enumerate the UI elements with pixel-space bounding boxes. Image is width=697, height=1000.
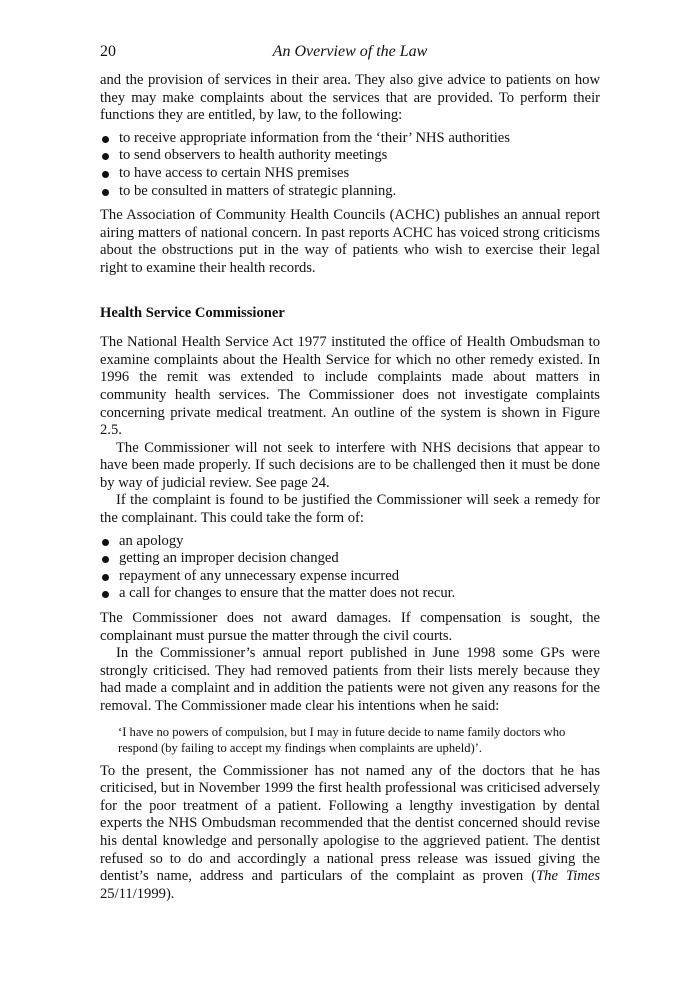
list-item: getting an improper decision changed — [100, 550, 600, 568]
source-citation: The Times — [536, 868, 600, 885]
entitlements-list — [100, 130, 600, 200]
list-item: a call for changes to ensure that the matter does not recur. — [100, 585, 600, 603]
achc-paragraph: The Association of Community Health Councils (ACHC) publishes an annual report airing matters of national concern. In past reports ACHC has voiced strong criticisms about the obstructions put in the way of patients who wish to exercise their legal right to examine their health records. — [100, 207, 600, 276]
section-paragraph-3: If the complaint is found to be justified the Commissioner will seek a remedy for the complainant. This could take the form of: — [100, 492, 600, 527]
page-number: 20 — [100, 43, 116, 60]
citation-date: 25/11/1999). — [100, 885, 175, 902]
list-item: to have access to certain NHS premises — [100, 165, 600, 183]
page-body — [100, 72, 600, 903]
list-item: to receive appropriate information from the ‘their’ NHS authorities — [100, 130, 600, 148]
list-item: an apology — [100, 533, 600, 551]
section-paragraph-1: The National Health Service Act 1977 instituted the office of Health Ombudsman to examine complaints about the Health Service for which no other remedy existed. In 1996 the remit was extended to include complaints made about matters in community health services. The Commissioner does not investigate complaints concerning private medical treatment. An outline of the system is shown in Figure 2.5. — [100, 334, 600, 439]
section-paragraph-2: The Commissioner will not seek to interfere with NHS decisions that appear to have been made properly. If such decisions are to be challenged then it must be done by way of judicial review. See page 24. — [100, 439, 600, 491]
list-item: to be consulted in matters of strategic planning. — [100, 183, 600, 201]
section-paragraph-6 — [100, 763, 600, 904]
remedies-list — [100, 533, 600, 603]
running-title: An Overview of the Law — [272, 43, 428, 60]
list-item: repayment of any unnecessary expense incurred — [100, 568, 600, 586]
block-quote: ‘I have no powers of compulsion, but I may in future decide to name family doctors who respond (by failing to accept my findings when complaints are upheld)’. — [118, 724, 566, 755]
paragraph-text: To the present, the Commissioner has not named any of the doctors that he has criticised, but in November 1999 the first health professional was criticised adversely for the poor treatment of a patient. Following a lengthy investigation by dental experts the NHS Ombudsman recommended that the dentist concerned should revise his dental knowledge and personally apologise to the aggrieved patient. The dentist refused so to do and accordingly a national press release was issued giving the dentist’s name, address and particulars of the complaint as proven ( — [100, 762, 600, 885]
page-header — [100, 41, 600, 63]
section-paragraph-4: The Commissioner does not award damages. If compensation is sought, the complainant must pursue the matter through the civil courts. — [100, 610, 600, 644]
section-heading: Health Service Commissioner — [100, 304, 285, 321]
intro-paragraph: and the provision of services in their area. They also give advice to patients on how they may make complaints about the services that are provided. To perform their functions they are entitled, by law, to the following: — [100, 72, 600, 124]
section-paragraph-5: In the Commissioner’s annual report published in June 1998 some GPs were strongly criticised. They had removed patients from their lists merely because they had made a complaint and in addition the patients were not given any reasons for the removal. The Commissioner made clear his intentions when he said: — [100, 645, 600, 714]
list-item: to send observers to health authority meetings — [100, 147, 600, 165]
